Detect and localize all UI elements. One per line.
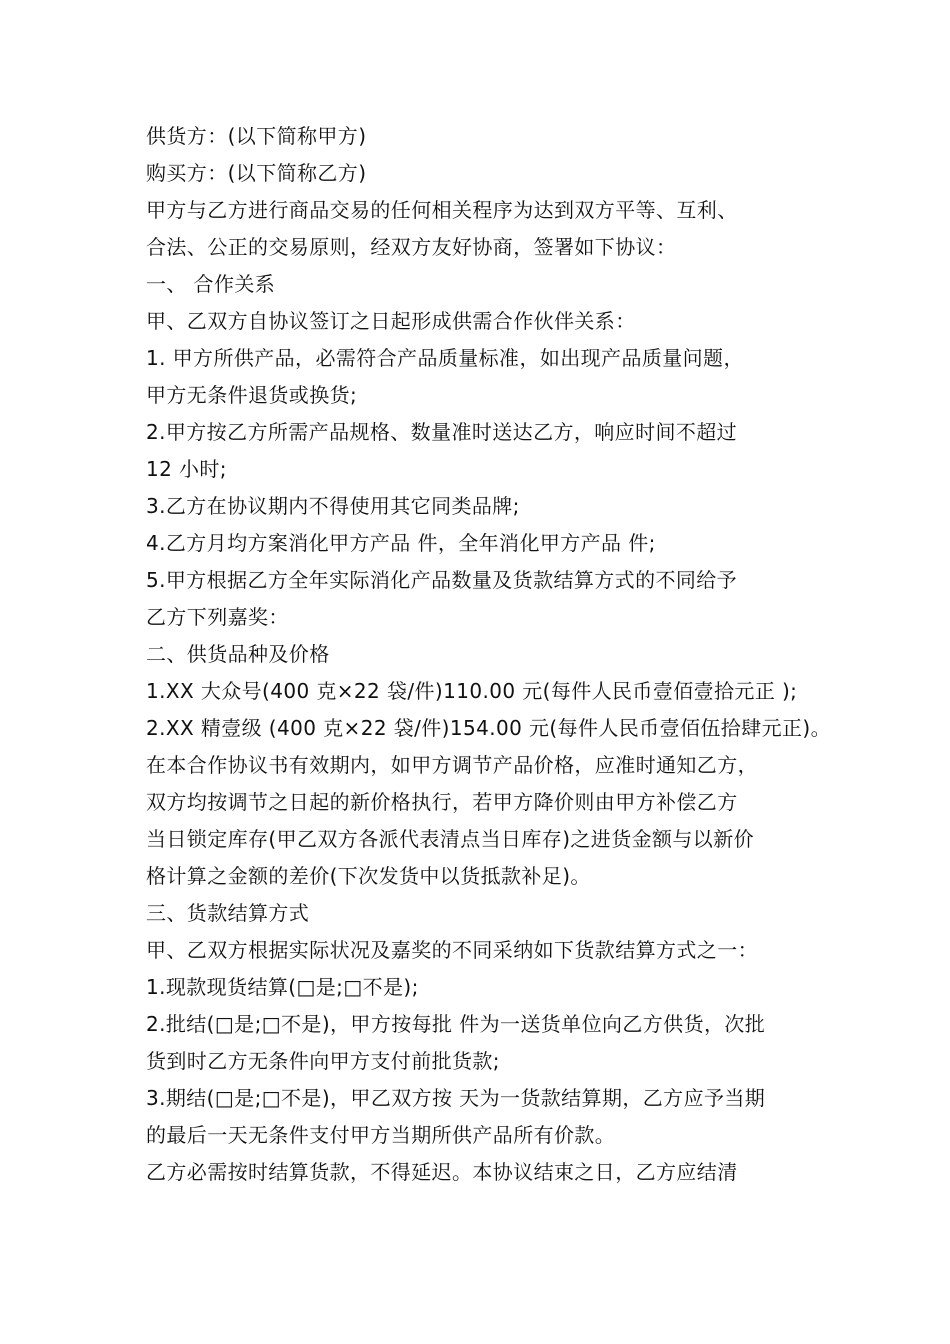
clause-line: 2.甲方按乙方所需产品规格、数量准时送达乙方，响应时间不超过 [146, 420, 738, 444]
clause-line: 甲方无条件退货或换货; [146, 383, 358, 407]
clause-line: 12 小时; [146, 457, 227, 481]
clause-line: 货到时乙方无条件向甲方支付前批货款; [146, 1049, 500, 1073]
paragraph-line: 在本合作协议书有效期内，如甲方调节产品价格，应准时通知乙方， [146, 753, 758, 777]
paragraph-line: 甲、乙双方自协议签订之日起形成供需合作伙伴关系： [146, 309, 636, 333]
buyer-line: 购买方：(以下简称乙方) [146, 161, 367, 185]
document-body [146, 118, 831, 1191]
paragraph-line: 双方均按调节之日起的新价格执行，若甲方降价则由甲方补偿乙方 [146, 790, 738, 814]
clause-line: 1. 甲方所供产品，必需符合产品质量标准，如出现产品质量问题， [146, 346, 744, 370]
supplier-line: 供货方：(以下简称甲方) [146, 124, 367, 148]
intro-paragraph-line: 甲方与乙方进行商品交易的任何相关程序为达到双方平等、互利、 [146, 198, 738, 222]
product-line: 1.XX 大众号(400 克×22 袋/件)110.00 元(每件人民币壹佰壹拾元正 ); [146, 679, 798, 703]
paragraph-line: 当日锁定库存(甲乙双方各派代表清点当日库存)之进货金额与以新价 [146, 827, 755, 851]
section-heading: 一、 合作关系 [146, 272, 276, 296]
clause-line: 2.批结(□是;□不是)，甲方按每批 件为一送货单位向乙方供货，次批 [146, 1012, 766, 1036]
intro-paragraph-line: 合法、公正的交易原则，经双方友好协商，签署如下协议： [146, 235, 677, 259]
paragraph-line: 乙方必需按时结算货款，不得延迟。本协议结束之日，乙方应结清 [146, 1160, 738, 1184]
section-heading: 三、货款结算方式 [146, 901, 310, 925]
clause-line: 5.甲方根据乙方全年实际消化产品数量及货款结算方式的不同给予 [146, 568, 738, 592]
clause-line: 1.现款现货结算(□是;□不是); [146, 975, 419, 999]
clause-line: 的最后一天无条件支付甲方当期所供产品所有价款。 [146, 1123, 616, 1147]
clause-line: 乙方下列嘉奖： [146, 605, 289, 629]
clause-line: 3.乙方在协议期内不得使用其它同类品牌; [146, 494, 520, 518]
section-heading: 二、供货品种及价格 [146, 642, 330, 666]
paragraph-line: 甲、乙双方根据实际状况及嘉奖的不同采纳如下货款结算方式之一： [146, 938, 758, 962]
product-line: 2.XX 精壹级 (400 克×22 袋/件)154.00 元(每件人民币壹佰伍拾肆元正)。 [146, 716, 831, 740]
clause-line: 3.期结(□是;□不是)，甲乙双方按 天为一货款结算期，乙方应予当期 [146, 1086, 766, 1110]
paragraph-line: 格计算之金额的差价(下次发货中以货抵款补足)。 [146, 864, 591, 888]
clause-line: 4.乙方月均方案消化甲方产品 件，全年消化甲方产品 件; [146, 531, 656, 555]
